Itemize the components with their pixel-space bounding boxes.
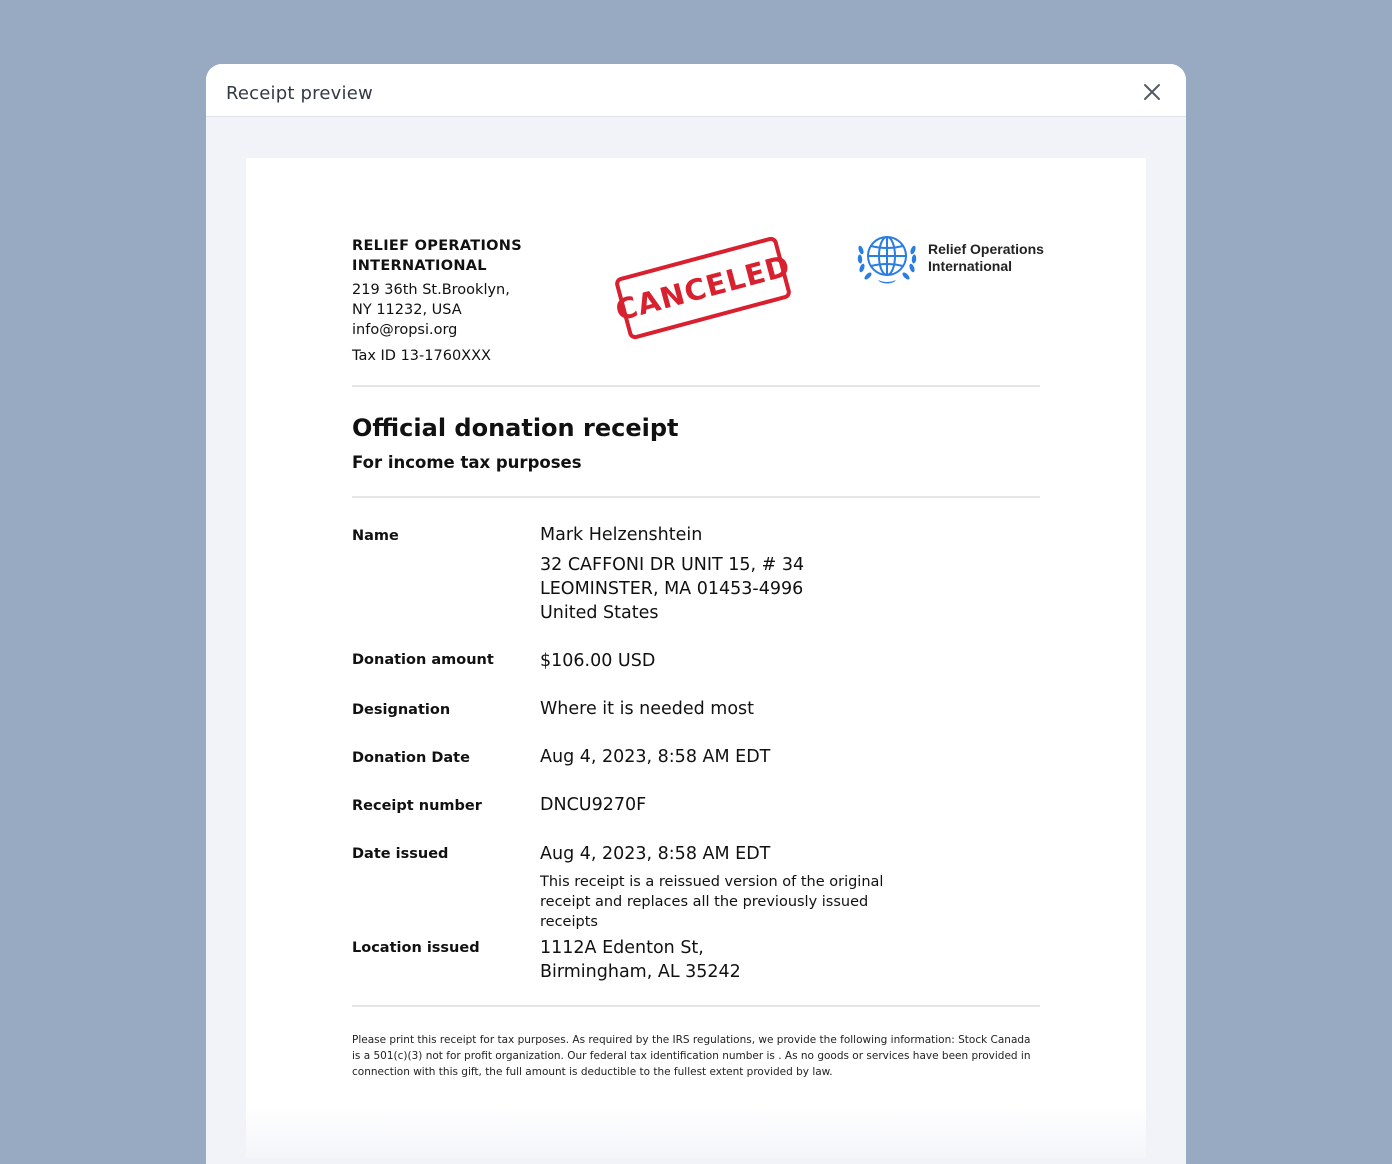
tax-footnote: Please print this receipt for tax purposes. As required by the IRS regulations, we provide the following information: Stock Canada is a 501(c)(3) not for profit organization. Our federal tax identification number is . As no goods or services have been provided in connection with this gift, the full amount is deductible to the fullest extent provided by law. — [352, 1034, 1031, 1078]
receipt-preview-modal — [206, 64, 1186, 1164]
date-issued-label: Date issued — [352, 846, 449, 862]
receipt-subtitle: For income tax purposes — [352, 453, 582, 472]
location-line2: Birmingham, AL 35242 — [540, 962, 741, 982]
org-name: RELIEF OPERATIONS INTERNATIONAL — [352, 238, 522, 274]
donation-amount-value: $106.00 USD — [540, 651, 656, 671]
globe-laurel-icon — [856, 232, 918, 284]
date-issued-value: Aug 4, 2023, 8:58 AM EDT — [540, 844, 771, 864]
org-address-line1: 219 36th St.Brooklyn, — [352, 282, 510, 298]
designation-label: Designation — [352, 702, 451, 718]
designation-value: Where it is needed most — [540, 699, 755, 719]
donor-address-line1: 32 CAFFONI DR UNIT 15, # 34 — [540, 555, 805, 575]
reissue-note: This receipt is a reissued version of the original receipt and replaces all the previously issued receipts — [540, 874, 884, 930]
divider — [352, 496, 1040, 498]
donor-address-line2: LEOMINSTER, MA 01453-4996 — [540, 579, 804, 599]
divider — [352, 385, 1040, 387]
donation-amount-label: Donation amount — [352, 652, 494, 668]
donor-address-line3: United States — [540, 603, 659, 623]
canceled-stamp: CANCELED — [614, 235, 793, 340]
logo-line2: International — [928, 258, 1013, 274]
org-info — [352, 236, 522, 366]
donation-date-value: Aug 4, 2023, 8:58 AM EDT — [540, 747, 771, 767]
org-logo — [856, 232, 1048, 284]
receipt-number-label: Receipt number — [352, 798, 482, 814]
receipt-title: Official donation receipt — [352, 414, 679, 442]
name-label: Name — [352, 528, 399, 544]
close-icon[interactable] — [1140, 80, 1164, 104]
modal-header — [206, 64, 1186, 117]
donation-date-label: Donation Date — [352, 750, 470, 766]
org-tax-id: Tax ID 13-1760XXX — [352, 348, 491, 364]
donor-name: Mark Helzenshtein — [540, 525, 703, 545]
location-line1: 1112A Edenton St, — [540, 938, 704, 958]
location-issued-label: Location issued — [352, 940, 480, 956]
org-email: info@ropsi.org — [352, 322, 458, 338]
org-address-line2: NY 11232, USA — [352, 302, 462, 318]
modal-title: Receipt preview — [226, 83, 373, 104]
receipt-document — [246, 158, 1146, 1158]
logo-line1: Relief Operations — [928, 241, 1044, 257]
logo-text — [928, 241, 1048, 275]
receipt-number-value: DNCU9270F — [540, 795, 647, 815]
divider — [352, 1005, 1040, 1007]
